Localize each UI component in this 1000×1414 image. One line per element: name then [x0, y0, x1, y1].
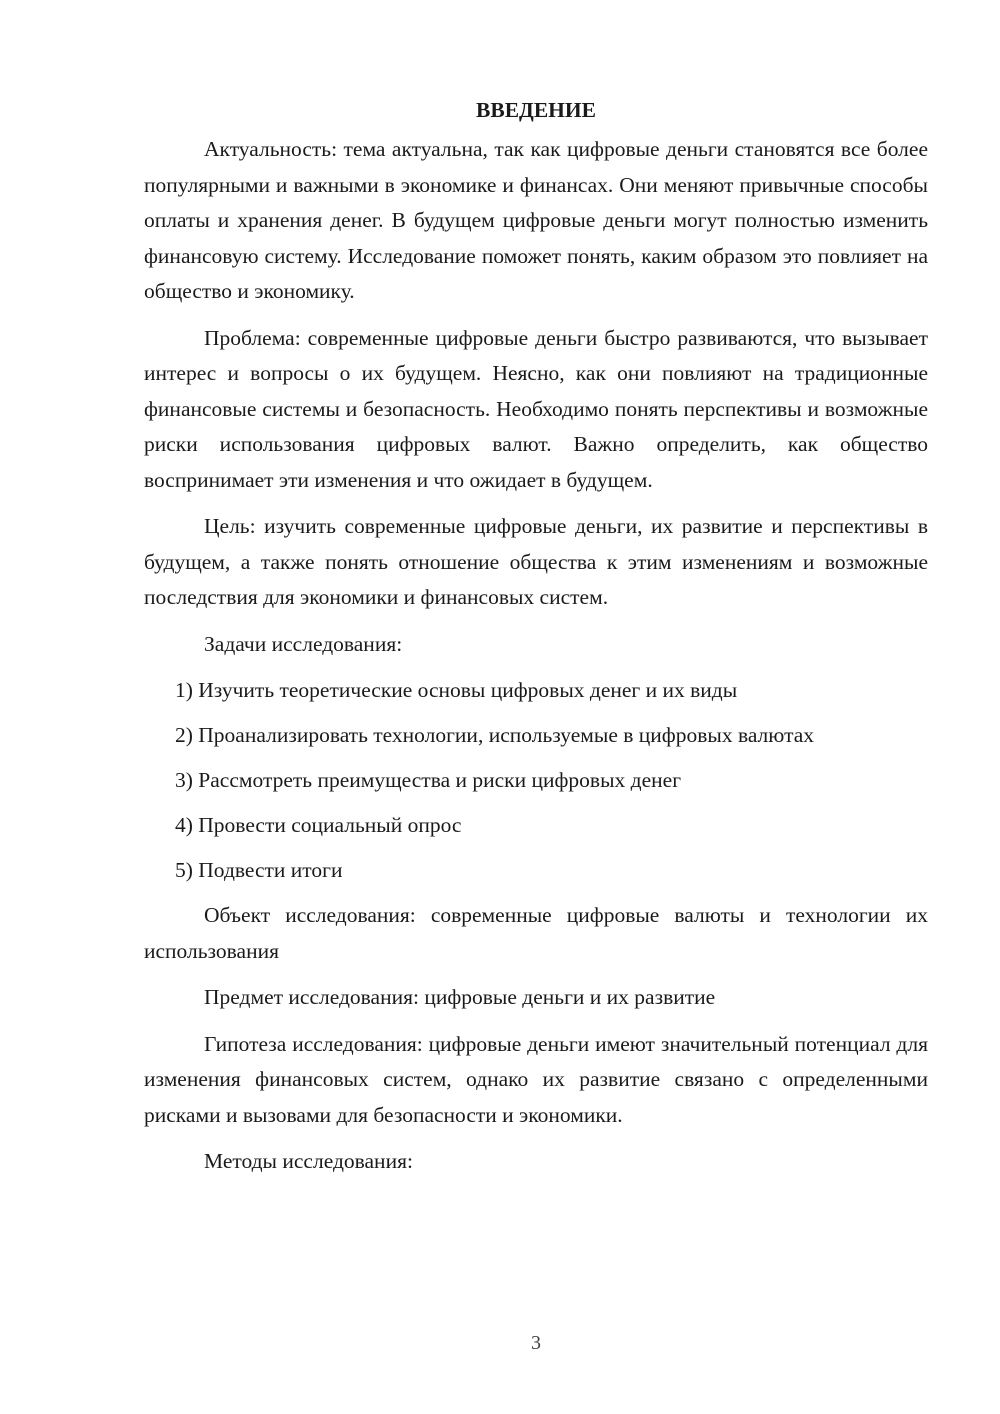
list-item: 1) Изучить теоретические основы цифровых денег и их виды [175, 678, 738, 702]
page-number: 3 [531, 1332, 541, 1354]
paragraph-hypothesis: Гипотеза исследования: цифровые деньги имеют значительный потенциал для изменения финансовых систем, однако их развитие связано с определенными рисками и вызовами для безопасности и экономики. [144, 1031, 928, 1127]
list-item: 2) Проанализировать технологии, используемые в цифровых валютах [175, 723, 815, 747]
paragraph-goal: Цель: изучить современные цифровые деньги, их развитие и перспективы в будущем, а также понять отношение общества к этим изменениям и возможные последствия для экономики и финансовых систем. [144, 514, 928, 609]
page-content [144, 92, 928, 1191]
paragraph-relevance: Актуальность: тема актуальна, так как цифровые деньги становятся все более популярными и важными в экономике и финансах. Они меняют привычные способы оплаты и хранения денег. В будущем цифровые деньги могут полностью изменить финансовую систему. Исследование поможет понять, каким образом это повлияет на общество и экономику. [144, 137, 928, 303]
paragraph-tasks-heading: Задачи исследования: [204, 631, 403, 656]
list-item: 3) Рассмотреть преимущества и риски цифровых денег [175, 768, 682, 792]
list-item: 5) Подвести итоги [175, 858, 343, 882]
tasks-list [144, 673, 928, 888]
paragraph-problem: Проблема: современные цифровые деньги быстро развиваются, что вызывает интерес и вопросы о их будущем. Неясно, как они повлияют на традиционные финансовые системы и безопасность. Необходимо понять перспективы и возможные риски использования цифровых валют. Важно определить, как общество воспринимает эти изменения и что ожидает в будущем. [144, 325, 928, 492]
page-title: ВВЕДЕНИЕ [476, 98, 596, 122]
paragraph-object: Объект исследования: современные цифровые валюты и технологии их использования [144, 903, 928, 963]
list-item: 4) Провести социальный опрос [175, 813, 462, 837]
paragraph-methods-heading: Методы исследования: [204, 1149, 413, 1173]
paragraph-subject: Предмет исследования: цифровые деньги и их развитие [204, 985, 716, 1009]
